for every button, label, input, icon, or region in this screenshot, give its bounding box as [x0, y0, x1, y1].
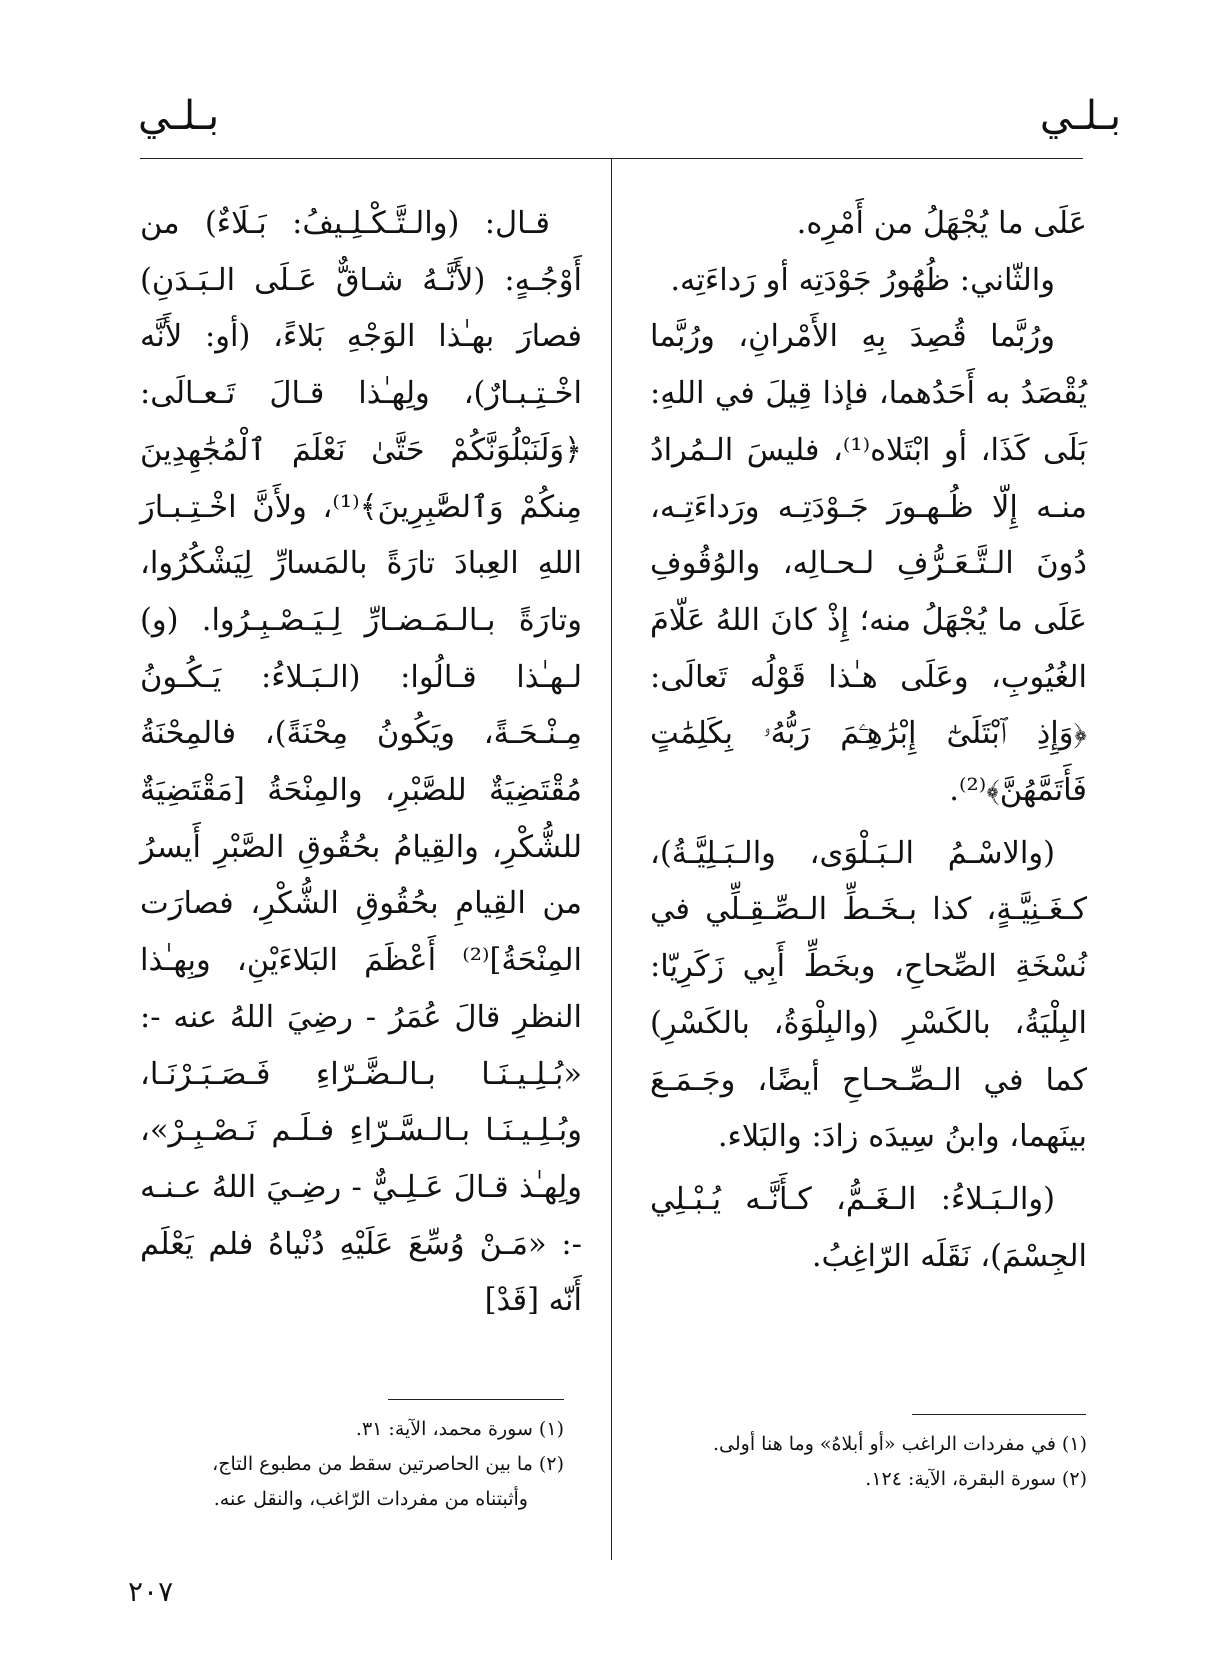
paragraph: والثّاني: ظُهُورُ جَوْدَتِه أو رَداءَتِه. [670, 262, 1055, 298]
footnote-continuation: وأثبتناه من مفردات الرّاغب، والنقل عنه. [213, 1488, 528, 1510]
footnote: (١) في مفردات الراغب «أو أبلاهُ» وما هنا أولى. [713, 1433, 1087, 1455]
paragraph: (والاسْـمُ الـبَـلْوَى، والـبَـلِيَّـةُ)، كـغَـنِيَّـةٍ، كذا بـخَـطِّ الـصِّـقِـلِّي في نُسْخَةِ الصِّحاحِ، وبخَطِّ أَبِي زَكَرِيّا: البِلْيَةُ، بالكَسْرِ (والبِلْوَةُ، بالكَسْرِ) كما في الـصِّـحـاحِ أيضًا، وجَـمَـعَ بينَهما، وابنُ سِيدَه زادَ: والبَلاء. [650, 835, 1087, 1155]
paragraph: عَلَى ما يُجْهَلُ من أَمْرِه. [796, 206, 1087, 241]
left-column [140, 196, 582, 1330]
column-divider [611, 158, 612, 1560]
footnotes-right [650, 1427, 1087, 1497]
running-header-left: بـلـي [138, 93, 220, 139]
paragraph: (والـبَـلاءُ: الـغَـمُّ، كـأَنَّـه يُـبْـلِي الجِسْمَ)، نَقَلَه الرّاغِبُ. [650, 1181, 1087, 1274]
footnote: (٢) ما بين الحاصرتين سقط من مطبوع التاج، [212, 1453, 564, 1475]
paragraph: قـال: (والـتَّـكْـلِـيفُ: بَـلَاءٌ) من أَوْجُـهٍ: (لأَنَّـهُ شـاقٌّ عَـلَى الـبَـدَنِ) فصارَ بهـٰذا الوَجْهِ بَلاءً، (أو: لأَنَّه اخْـتِـبـارٌ)، ولِهـٰذا قـالَ تَـعـالَى: ﴿وَلَنَبْلُوَنَّكُمْ حَتَّىٰ نَعْلَمَ ٱلْمُجَٰهِدِينَ مِنكُمْ وَٱلصَّٰبِرِينَ﴾⁽¹⁾، ولأَنَّ اخْـتِـبـارَ اللهِ العِبادَ تارَةً بالمَسارِّ لِيَشْكُرُوا، وتارَةً بـالـمَـضـارِّ لِـيَـصْـبِـرُوا. (و) لـهـٰذا قـالُوا: (الـبَـلاءُ: يَـكُـونُ مِـنْـحَـةً، ويَكُونُ مِحْنَةً)، فالمِحْنَةُ مُقْتَضِيَةٌ للصَّبْرِ، والمِنْحَةُ [مَقْتَضِيَةٌ للشُّكْرِ، والقِيامُ بحُقُوقِ الصَّبْرِ أَيسرُ من القِيامِ بحُقُوقِ الشُّكْرِ، فصارَت المِنْحَةُ]⁽²⁾ أَعْظَمَ البَلاءَيْنِ، وبِهـٰذا النظرِ قالَ عُمَرُ - رضِيَ اللهُ عنه -: «بُـلِـيـنَـا بـالـضَّـرّاءِ فَـصَـبَـرْنَـا، وبُـلِـيـنَـا بـالـسَّـرّاءِ فـلَـم نَـصْـبِـرْ»، ولِهـٰذ قـالَ عَـلِـيٌّ - رضِـيَ اللهُ عـنـه -: «مَـنْ وُسِّعَ عَلَيْهِ دُنْياهُ فلم يَعْلَم أَنّه [قَدْ] [140, 206, 583, 1319]
footnote-rule-left [388, 1399, 564, 1400]
footnotes-left [140, 1412, 564, 1517]
footnote: (٢) سورة البقرة، الآية: ١٢٤. [865, 1468, 1087, 1490]
paragraph: ورُبَّما قُصِدَ بِهِ الأَمْرانِ، ورُبَّما يُقْصَدُ به أَحَدُهما، فإذا قِيلَ في اللهِ: بَلَى كَذَا، أو ابْتَلاه⁽¹⁾، فليسَ الـمُرادُ منـه إِلّا ظُـهـورَ جَـوْدَتِـه ورَداءَتِـه، دُونَ الـتَّـعَـرُّفِ لـحـالِه، والوُقُوفِ عَلَى ما يُجْهَلُ منه؛ إِذْ كانَ اللهُ عَلّامَ الغُيُوبِ، وعَلَى هـٰذا قَوْلُه تَعالَى: ﴿وَإِذِ ٱبْتَلَىٰٓ إِبْرَٰهِـۧمَ رَبُّهُۥ بِكَلِمَٰتٍ فَأَتَمَّهُنَّ﴾⁽²⁾. [650, 319, 1087, 809]
footnote: (١) سورة محمد، الآية: ٣١. [355, 1418, 564, 1440]
right-column [650, 196, 1087, 1285]
footnote-rule-right [912, 1414, 1086, 1415]
page-number: ٢٠٧ [128, 1575, 174, 1608]
running-header-right: بـلـي [1039, 93, 1121, 139]
